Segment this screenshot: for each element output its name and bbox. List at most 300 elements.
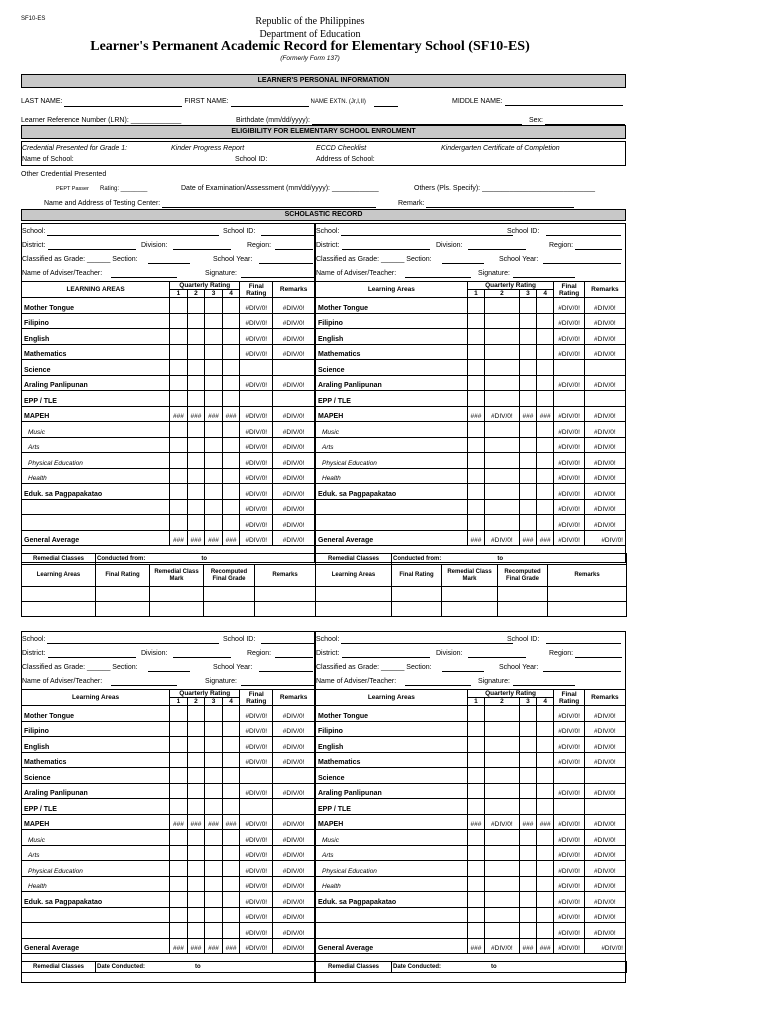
quarter-grade-cell[interactable] — [222, 453, 240, 469]
quarter-grade-cell[interactable] — [187, 845, 205, 861]
division-field[interactable] — [173, 657, 231, 658]
kinder-cert-option[interactable]: Kindergarten Certificate of Completion — [441, 145, 560, 152]
quarter-grade-cell[interactable] — [537, 344, 554, 360]
quarter-grade-cell[interactable] — [519, 907, 536, 923]
quarter-grade-cell[interactable]: #DIV/0! — [485, 814, 520, 830]
quarter-grade-cell[interactable] — [170, 344, 188, 360]
quarter-grade-cell[interactable] — [537, 313, 554, 329]
quarter-grade-cell[interactable] — [537, 845, 554, 861]
quarter-grade-cell[interactable] — [205, 360, 223, 376]
quarter-grade-cell[interactable] — [467, 515, 484, 531]
quarter-grade-cell[interactable] — [205, 799, 223, 815]
quarter-grade-cell[interactable] — [187, 391, 205, 407]
quarter-grade-cell[interactable] — [170, 484, 188, 500]
quarter-grade-cell[interactable] — [187, 907, 205, 923]
quarter-grade-cell[interactable] — [467, 468, 484, 484]
quarter-grade-cell[interactable] — [519, 437, 536, 453]
school-field[interactable] — [341, 643, 513, 644]
adviser-field[interactable] — [405, 685, 471, 686]
quarter-grade-cell[interactable] — [467, 845, 484, 861]
quarter-grade-cell[interactable] — [187, 799, 205, 815]
quarter-grade-cell[interactable] — [519, 499, 536, 515]
quarter-grade-cell[interactable] — [187, 706, 205, 722]
quarter-grade-cell[interactable] — [187, 721, 205, 737]
school-id-field[interactable] — [546, 235, 621, 236]
quarter-grade-cell[interactable] — [485, 313, 520, 329]
quarter-grade-cell[interactable] — [485, 752, 520, 768]
quarter-grade-cell[interactable] — [187, 768, 205, 784]
school-field[interactable] — [47, 235, 219, 236]
quarter-grade-cell[interactable] — [519, 737, 536, 753]
quarter-grade-cell[interactable] — [467, 752, 484, 768]
quarter-grade-cell[interactable] — [222, 706, 240, 722]
quarter-grade-cell[interactable] — [519, 344, 536, 360]
quarter-grade-cell[interactable] — [205, 907, 223, 923]
quarter-grade-cell[interactable] — [467, 344, 484, 360]
quarter-grade-cell[interactable] — [485, 422, 520, 438]
region-field[interactable] — [275, 249, 313, 250]
quarter-grade-cell[interactable] — [205, 892, 223, 908]
quarter-grade-cell[interactable] — [537, 437, 554, 453]
quarter-grade-cell[interactable] — [222, 783, 240, 799]
quarter-grade-cell[interactable] — [467, 453, 484, 469]
quarter-grade-cell[interactable] — [170, 737, 188, 753]
quarter-grade-cell[interactable] — [170, 422, 188, 438]
quarter-grade-cell[interactable] — [467, 783, 484, 799]
quarter-grade-cell[interactable]: ### — [537, 814, 554, 830]
quarter-grade-cell[interactable]: ### — [467, 814, 484, 830]
quarter-grade-cell[interactable] — [485, 737, 520, 753]
quarter-grade-cell[interactable] — [519, 329, 536, 345]
middle-name-field[interactable] — [505, 98, 623, 106]
quarter-grade-cell[interactable] — [187, 923, 205, 939]
quarter-grade-cell[interactable]: ### — [519, 406, 536, 422]
quarter-grade-cell[interactable] — [537, 752, 554, 768]
quarter-grade-cell[interactable] — [467, 484, 484, 500]
quarter-grade-cell[interactable] — [485, 360, 520, 376]
quarter-grade-cell[interactable] — [205, 437, 223, 453]
district-field[interactable] — [48, 249, 136, 250]
quarter-grade-cell[interactable] — [205, 499, 223, 515]
quarter-grade-cell[interactable] — [519, 391, 536, 407]
quarter-grade-cell[interactable] — [170, 375, 188, 391]
quarter-grade-cell[interactable] — [537, 391, 554, 407]
quarter-grade-cell[interactable] — [187, 422, 205, 438]
quarter-grade-cell[interactable] — [519, 861, 536, 877]
quarter-grade-cell[interactable] — [537, 484, 554, 500]
quarter-grade-cell[interactable]: ### — [205, 938, 223, 954]
quarter-grade-cell[interactable] — [537, 892, 554, 908]
quarter-grade-cell[interactable] — [485, 298, 520, 314]
quarter-grade-cell[interactable]: ### — [467, 406, 484, 422]
quarter-grade-cell[interactable] — [205, 453, 223, 469]
quarter-grade-cell[interactable] — [187, 360, 205, 376]
quarter-grade-cell[interactable] — [485, 706, 520, 722]
quarter-grade-cell[interactable] — [170, 923, 188, 939]
quarter-grade-cell[interactable] — [467, 861, 484, 877]
quarter-grade-cell[interactable] — [537, 876, 554, 892]
remark-field[interactable] — [426, 200, 574, 208]
quarter-grade-cell[interactable] — [537, 329, 554, 345]
quarter-grade-cell[interactable]: #DIV/0! — [485, 530, 520, 546]
quarter-grade-cell[interactable] — [222, 298, 240, 314]
quarter-grade-cell[interactable] — [205, 391, 223, 407]
quarter-grade-cell[interactable] — [467, 313, 484, 329]
quarter-grade-cell[interactable] — [205, 484, 223, 500]
quarter-grade-cell[interactable] — [485, 391, 520, 407]
quarter-grade-cell[interactable] — [485, 845, 520, 861]
quarter-grade-cell[interactable] — [187, 861, 205, 877]
birthdate-field[interactable] — [312, 117, 522, 125]
quarter-grade-cell[interactable] — [537, 706, 554, 722]
quarter-grade-cell[interactable]: ### — [222, 938, 240, 954]
quarter-grade-cell[interactable] — [485, 515, 520, 531]
quarter-grade-cell[interactable] — [205, 768, 223, 784]
quarter-grade-cell[interactable] — [485, 830, 520, 846]
quarter-grade-cell[interactable] — [485, 484, 520, 500]
quarter-grade-cell[interactable] — [222, 721, 240, 737]
quarter-grade-cell[interactable] — [519, 375, 536, 391]
quarter-grade-cell[interactable] — [537, 375, 554, 391]
quarter-grade-cell[interactable]: #DIV/0! — [485, 406, 520, 422]
quarter-grade-cell[interactable] — [205, 861, 223, 877]
quarter-grade-cell[interactable] — [170, 830, 188, 846]
signature-field[interactable] — [241, 277, 315, 278]
region-field[interactable] — [275, 657, 313, 658]
quarter-grade-cell[interactable] — [205, 313, 223, 329]
quarter-grade-cell[interactable] — [170, 861, 188, 877]
quarter-grade-cell[interactable]: ### — [170, 406, 188, 422]
quarter-grade-cell[interactable] — [205, 422, 223, 438]
quarter-grade-cell[interactable] — [170, 768, 188, 784]
section-field[interactable] — [442, 671, 484, 672]
quarter-grade-cell[interactable]: ### — [187, 406, 205, 422]
sex-field[interactable] — [545, 117, 625, 125]
quarter-grade-cell[interactable] — [187, 515, 205, 531]
quarter-grade-cell[interactable] — [485, 923, 520, 939]
quarter-grade-cell[interactable] — [519, 721, 536, 737]
quarter-grade-cell[interactable]: ### — [222, 814, 240, 830]
school-year-field[interactable] — [543, 263, 621, 264]
quarter-grade-cell[interactable] — [222, 484, 240, 500]
quarter-grade-cell[interactable] — [187, 484, 205, 500]
quarter-grade-cell[interactable] — [222, 375, 240, 391]
quarter-grade-cell[interactable] — [170, 329, 188, 345]
quarter-grade-cell[interactable] — [187, 329, 205, 345]
quarter-grade-cell[interactable] — [537, 422, 554, 438]
quarter-grade-cell[interactable] — [222, 329, 240, 345]
quarter-grade-cell[interactable] — [222, 830, 240, 846]
quarter-grade-cell[interactable] — [519, 923, 536, 939]
quarter-grade-cell[interactable] — [485, 907, 520, 923]
quarter-grade-cell[interactable] — [222, 515, 240, 531]
quarter-grade-cell[interactable]: ### — [205, 406, 223, 422]
quarter-grade-cell[interactable]: ### — [170, 814, 188, 830]
quarter-grade-cell[interactable] — [205, 515, 223, 531]
quarter-grade-cell[interactable] — [205, 845, 223, 861]
quarter-grade-cell[interactable]: ### — [170, 530, 188, 546]
quarter-grade-cell[interactable] — [467, 876, 484, 892]
quarter-grade-cell[interactable] — [485, 799, 520, 815]
quarter-grade-cell[interactable] — [187, 752, 205, 768]
section-field[interactable] — [148, 263, 190, 264]
school-year-field[interactable] — [259, 671, 313, 672]
signature-field[interactable] — [513, 685, 575, 686]
quarter-grade-cell[interactable] — [187, 892, 205, 908]
quarter-grade-cell[interactable] — [205, 737, 223, 753]
quarter-grade-cell[interactable] — [467, 706, 484, 722]
quarter-grade-cell[interactable] — [187, 783, 205, 799]
quarter-grade-cell[interactable]: ### — [519, 530, 536, 546]
quarter-grade-cell[interactable] — [467, 721, 484, 737]
testing-center-field[interactable] — [162, 200, 376, 208]
quarter-grade-cell[interactable] — [519, 453, 536, 469]
quarter-grade-cell[interactable] — [205, 468, 223, 484]
quarter-grade-cell[interactable] — [170, 360, 188, 376]
quarter-grade-cell[interactable] — [205, 923, 223, 939]
quarter-grade-cell[interactable] — [537, 783, 554, 799]
quarter-grade-cell[interactable] — [170, 845, 188, 861]
quarter-grade-cell[interactable] — [170, 515, 188, 531]
quarter-grade-cell[interactable] — [537, 360, 554, 376]
quarter-grade-cell[interactable] — [467, 499, 484, 515]
quarter-grade-cell[interactable] — [519, 484, 536, 500]
quarter-grade-cell[interactable] — [519, 876, 536, 892]
quarter-grade-cell[interactable] — [485, 375, 520, 391]
quarter-grade-cell[interactable] — [187, 453, 205, 469]
quarter-grade-cell[interactable] — [205, 783, 223, 799]
quarter-grade-cell[interactable] — [485, 329, 520, 345]
district-field[interactable] — [342, 657, 430, 658]
quarter-grade-cell[interactable]: ### — [187, 530, 205, 546]
quarter-grade-cell[interactable] — [222, 499, 240, 515]
quarter-grade-cell[interactable] — [467, 422, 484, 438]
quarter-grade-cell[interactable] — [537, 468, 554, 484]
school-year-field[interactable] — [259, 263, 313, 264]
quarter-grade-cell[interactable]: ### — [222, 530, 240, 546]
quarter-grade-cell[interactable] — [170, 313, 188, 329]
quarter-grade-cell[interactable] — [187, 876, 205, 892]
quarter-grade-cell[interactable] — [170, 752, 188, 768]
quarter-grade-cell[interactable] — [170, 706, 188, 722]
quarter-grade-cell[interactable] — [187, 468, 205, 484]
quarter-grade-cell[interactable] — [187, 375, 205, 391]
quarter-grade-cell[interactable] — [205, 375, 223, 391]
quarter-grade-cell[interactable] — [222, 752, 240, 768]
quarter-grade-cell[interactable] — [485, 861, 520, 877]
quarter-grade-cell[interactable] — [467, 391, 484, 407]
quarter-grade-cell[interactable] — [519, 892, 536, 908]
remedial-row[interactable] — [316, 587, 627, 602]
quarter-grade-cell[interactable]: ### — [537, 938, 554, 954]
quarter-grade-cell[interactable] — [467, 737, 484, 753]
eccd-option[interactable]: ECCD Checklist — [316, 145, 367, 152]
quarter-grade-cell[interactable] — [467, 907, 484, 923]
quarter-grade-cell[interactable] — [170, 892, 188, 908]
quarter-grade-cell[interactable] — [205, 830, 223, 846]
quarter-grade-cell[interactable] — [222, 892, 240, 908]
quarter-grade-cell[interactable] — [170, 876, 188, 892]
quarter-grade-cell[interactable] — [187, 437, 205, 453]
quarter-grade-cell[interactable]: ### — [467, 938, 484, 954]
quarter-grade-cell[interactable] — [537, 923, 554, 939]
quarter-grade-cell[interactable] — [170, 468, 188, 484]
quarter-grade-cell[interactable] — [170, 437, 188, 453]
school-field[interactable] — [341, 235, 513, 236]
quarter-grade-cell[interactable] — [205, 752, 223, 768]
quarter-grade-cell[interactable]: ### — [467, 530, 484, 546]
quarter-grade-cell[interactable] — [170, 391, 188, 407]
signature-field[interactable] — [513, 277, 575, 278]
school-id-field[interactable] — [261, 643, 315, 644]
division-field[interactable] — [173, 249, 231, 250]
quarter-grade-cell[interactable] — [187, 344, 205, 360]
region-field[interactable] — [575, 657, 622, 658]
region-field[interactable] — [575, 249, 622, 250]
quarter-grade-cell[interactable] — [485, 721, 520, 737]
quarter-grade-cell[interactable]: ### — [170, 938, 188, 954]
quarter-grade-cell[interactable] — [519, 313, 536, 329]
quarter-grade-cell[interactable] — [537, 861, 554, 877]
quarter-grade-cell[interactable] — [537, 298, 554, 314]
quarter-grade-cell[interactable]: ### — [519, 938, 536, 954]
quarter-grade-cell[interactable] — [519, 360, 536, 376]
school-year-field[interactable] — [543, 671, 621, 672]
quarter-grade-cell[interactable] — [485, 876, 520, 892]
quarter-grade-cell[interactable] — [170, 298, 188, 314]
quarter-grade-cell[interactable] — [170, 499, 188, 515]
quarter-grade-cell[interactable] — [519, 768, 536, 784]
quarter-grade-cell[interactable] — [485, 344, 520, 360]
quarter-grade-cell[interactable] — [187, 737, 205, 753]
quarter-grade-cell[interactable] — [519, 468, 536, 484]
quarter-grade-cell[interactable] — [467, 298, 484, 314]
quarter-grade-cell[interactable]: ### — [205, 530, 223, 546]
pept-option[interactable]: PEPT Passer — [56, 186, 89, 192]
last-name-field[interactable] — [64, 99, 182, 107]
quarter-grade-cell[interactable] — [170, 453, 188, 469]
quarter-grade-cell[interactable]: #DIV/0! — [485, 938, 520, 954]
quarter-grade-cell[interactable] — [519, 515, 536, 531]
quarter-grade-cell[interactable] — [519, 783, 536, 799]
quarter-grade-cell[interactable] — [222, 437, 240, 453]
quarter-grade-cell[interactable] — [485, 783, 520, 799]
quarter-grade-cell[interactable] — [187, 298, 205, 314]
quarter-grade-cell[interactable] — [205, 876, 223, 892]
quarter-grade-cell[interactable] — [187, 830, 205, 846]
quarter-grade-cell[interactable] — [467, 799, 484, 815]
quarter-grade-cell[interactable] — [519, 298, 536, 314]
quarter-grade-cell[interactable] — [222, 876, 240, 892]
quarter-grade-cell[interactable] — [519, 422, 536, 438]
district-field[interactable] — [48, 657, 136, 658]
quarter-grade-cell[interactable] — [222, 907, 240, 923]
quarter-grade-cell[interactable] — [537, 453, 554, 469]
remedial-row[interactable] — [22, 602, 316, 617]
division-field[interactable] — [468, 249, 526, 250]
quarter-grade-cell[interactable] — [519, 845, 536, 861]
quarter-grade-cell[interactable] — [205, 329, 223, 345]
quarter-grade-cell[interactable] — [485, 468, 520, 484]
quarter-grade-cell[interactable] — [485, 453, 520, 469]
quarter-grade-cell[interactable] — [519, 706, 536, 722]
quarter-grade-cell[interactable] — [222, 923, 240, 939]
quarter-grade-cell[interactable] — [222, 360, 240, 376]
quarter-grade-cell[interactable] — [537, 907, 554, 923]
quarter-grade-cell[interactable] — [467, 375, 484, 391]
quarter-grade-cell[interactable]: ### — [222, 406, 240, 422]
quarter-grade-cell[interactable] — [537, 799, 554, 815]
quarter-grade-cell[interactable] — [222, 768, 240, 784]
section-field[interactable] — [442, 263, 484, 264]
division-field[interactable] — [468, 657, 526, 658]
quarter-grade-cell[interactable] — [205, 721, 223, 737]
quarter-grade-cell[interactable] — [485, 768, 520, 784]
school-id-field[interactable] — [261, 235, 315, 236]
quarter-grade-cell[interactable] — [467, 923, 484, 939]
quarter-grade-cell[interactable] — [467, 437, 484, 453]
district-field[interactable] — [342, 249, 430, 250]
quarter-grade-cell[interactable] — [537, 499, 554, 515]
quarter-grade-cell[interactable] — [187, 499, 205, 515]
quarter-grade-cell[interactable] — [467, 768, 484, 784]
quarter-grade-cell[interactable] — [519, 830, 536, 846]
remedial-row[interactable] — [316, 602, 627, 617]
school-field[interactable] — [47, 643, 219, 644]
quarter-grade-cell[interactable] — [537, 737, 554, 753]
quarter-grade-cell[interactable] — [537, 515, 554, 531]
quarter-grade-cell[interactable]: ### — [187, 814, 205, 830]
adviser-field[interactable] — [405, 277, 471, 278]
remedial-row[interactable] — [22, 587, 316, 602]
quarter-grade-cell[interactable] — [537, 768, 554, 784]
quarter-grade-cell[interactable]: ### — [205, 814, 223, 830]
adviser-field[interactable] — [111, 277, 177, 278]
quarter-grade-cell[interactable]: ### — [537, 406, 554, 422]
quarter-grade-cell[interactable] — [467, 360, 484, 376]
quarter-grade-cell[interactable] — [485, 437, 520, 453]
quarter-grade-cell[interactable] — [170, 907, 188, 923]
quarter-grade-cell[interactable] — [467, 830, 484, 846]
section-field[interactable] — [148, 671, 190, 672]
quarter-grade-cell[interactable] — [222, 344, 240, 360]
quarter-grade-cell[interactable] — [170, 721, 188, 737]
quarter-grade-cell[interactable] — [222, 861, 240, 877]
quarter-grade-cell[interactable] — [222, 422, 240, 438]
quarter-grade-cell[interactable] — [222, 737, 240, 753]
quarter-grade-cell[interactable] — [205, 706, 223, 722]
quarter-grade-cell[interactable] — [485, 892, 520, 908]
quarter-grade-cell[interactable] — [467, 892, 484, 908]
quarter-grade-cell[interactable] — [222, 845, 240, 861]
quarter-grade-cell[interactable] — [222, 799, 240, 815]
quarter-grade-cell[interactable] — [170, 783, 188, 799]
quarter-grade-cell[interactable] — [170, 799, 188, 815]
quarter-grade-cell[interactable] — [537, 721, 554, 737]
kinder-progress-option[interactable]: Kinder Progress Report — [171, 145, 245, 152]
quarter-grade-cell[interactable] — [222, 313, 240, 329]
quarter-grade-cell[interactable] — [485, 499, 520, 515]
quarter-grade-cell[interactable] — [519, 799, 536, 815]
quarter-grade-cell[interactable] — [222, 468, 240, 484]
signature-field[interactable] — [241, 685, 315, 686]
quarter-grade-cell[interactable]: ### — [537, 530, 554, 546]
quarter-grade-cell[interactable]: ### — [187, 938, 205, 954]
quarter-grade-cell[interactable] — [205, 298, 223, 314]
name-extn-field[interactable] — [374, 99, 398, 107]
quarter-grade-cell[interactable] — [187, 313, 205, 329]
school-id-field[interactable] — [546, 643, 621, 644]
